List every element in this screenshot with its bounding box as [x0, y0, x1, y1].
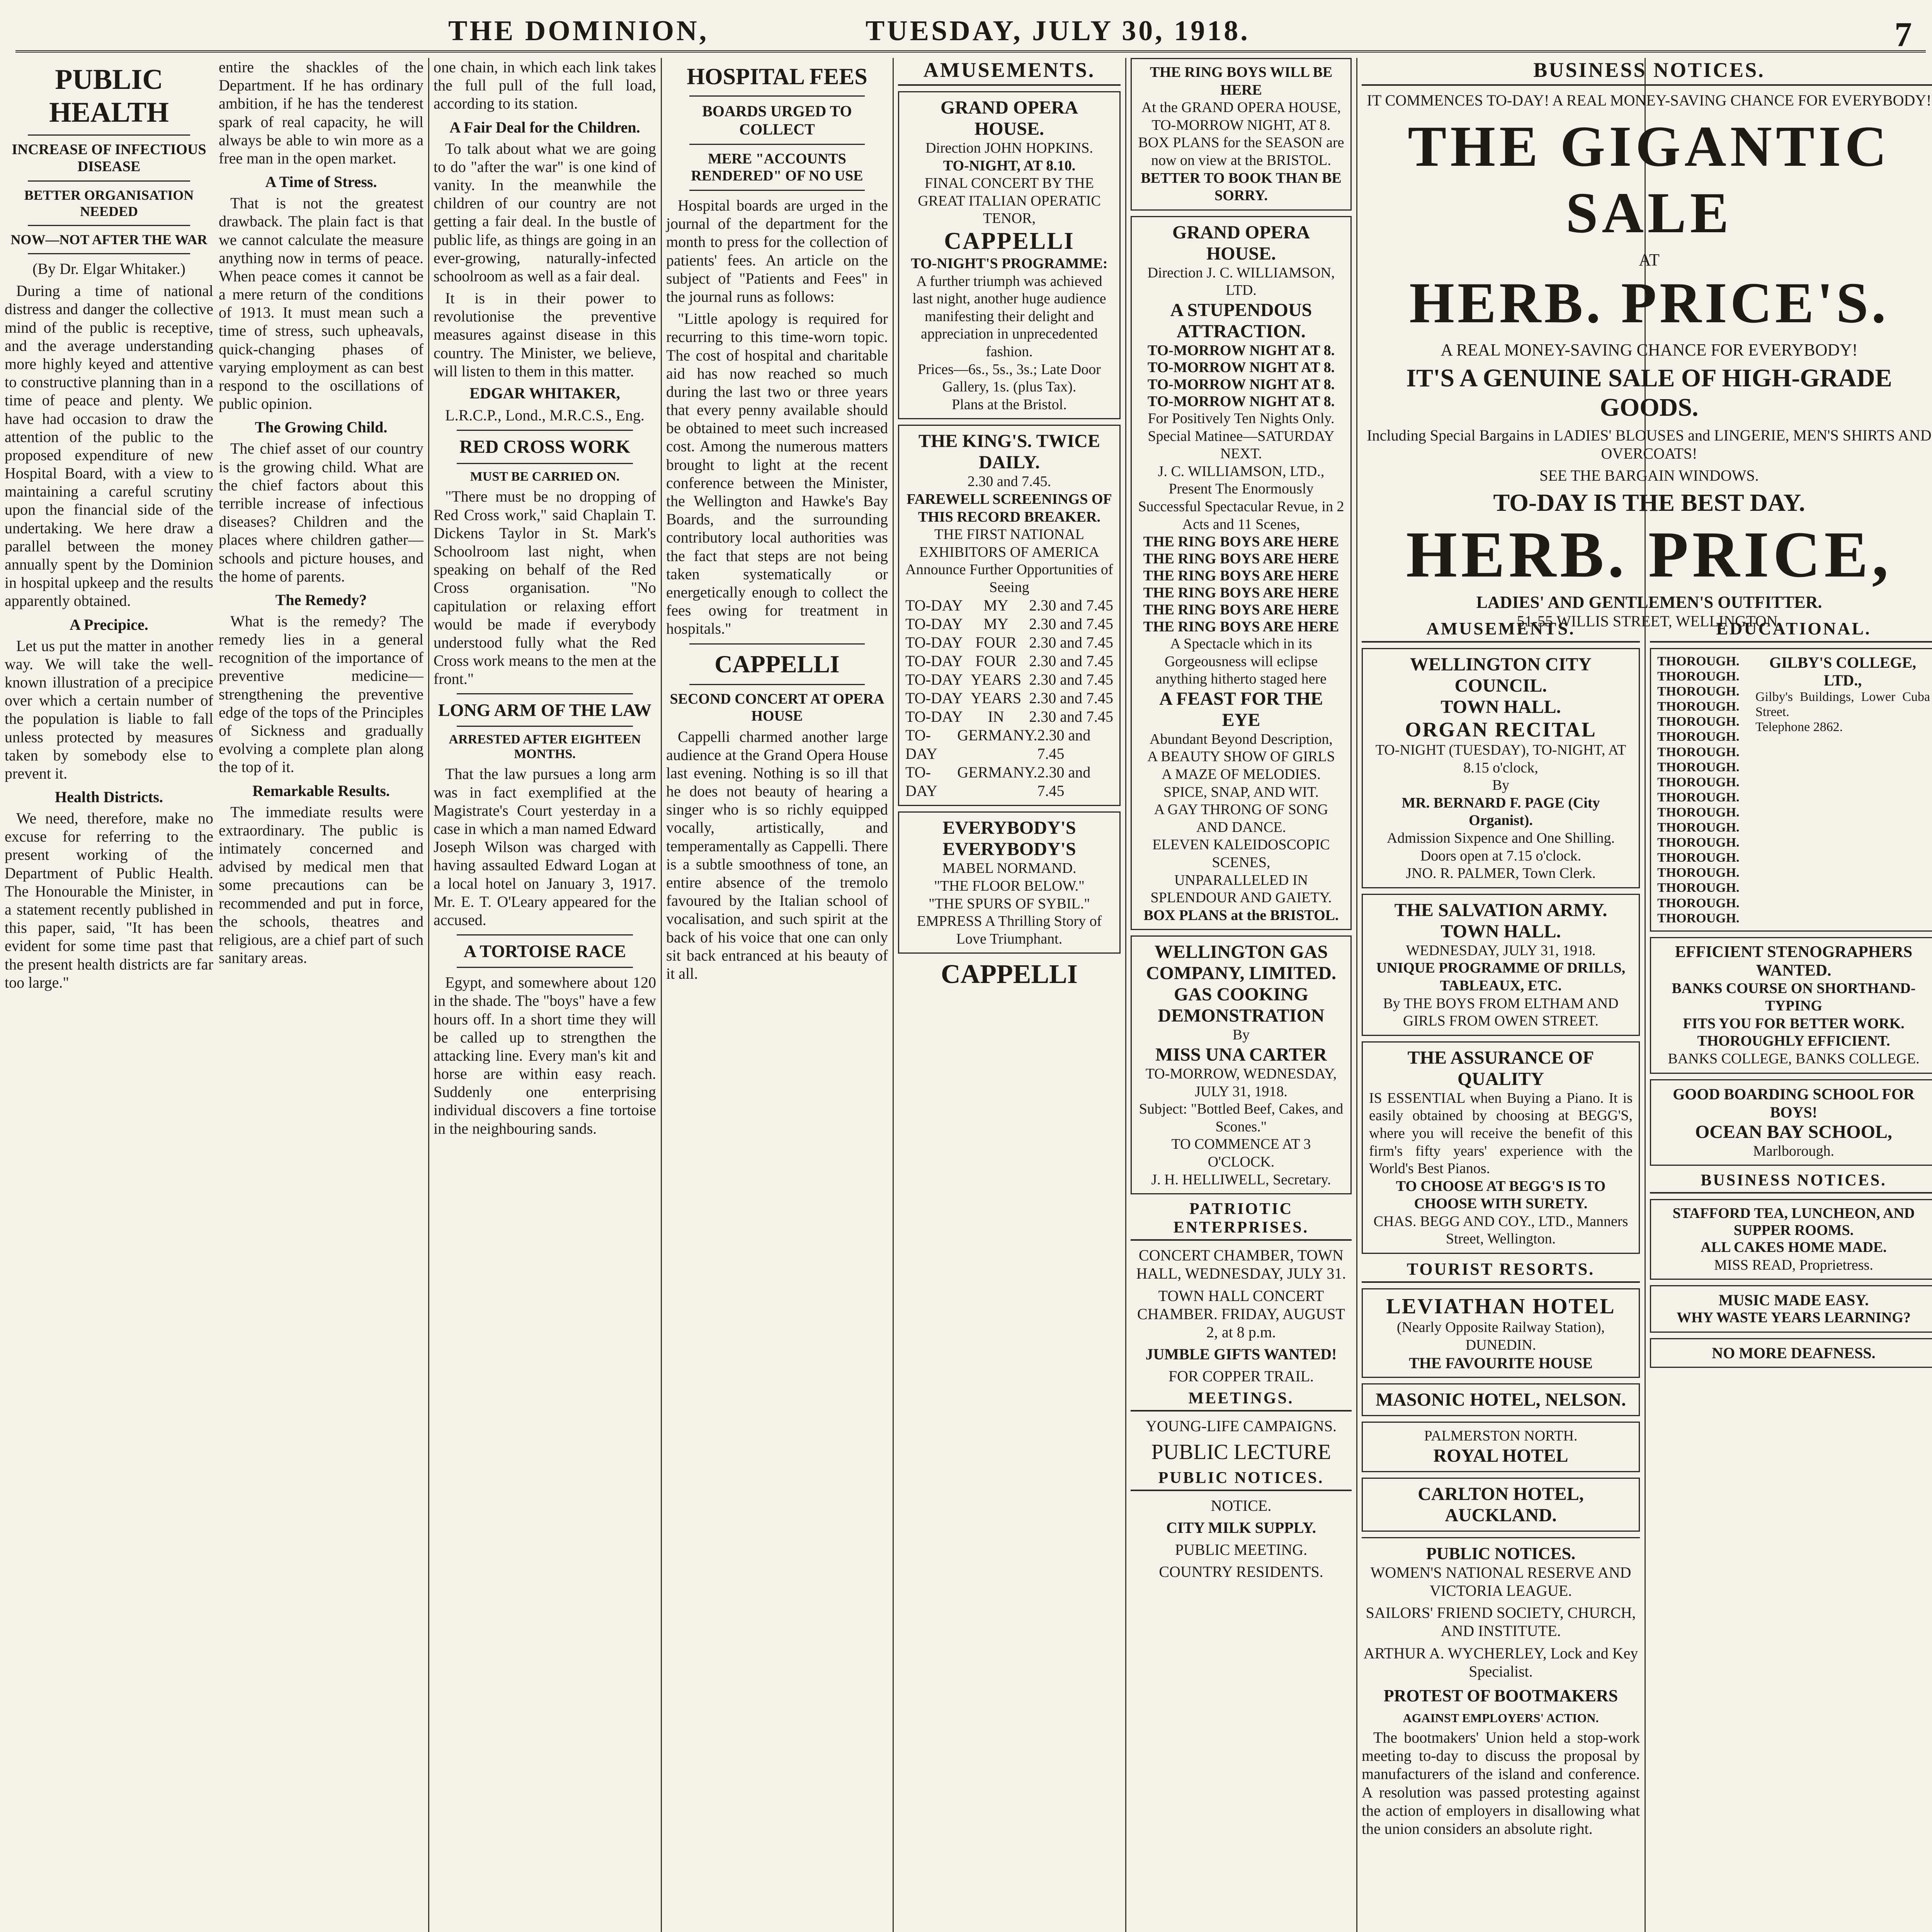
schedule-who: YEARS — [971, 671, 1022, 689]
schedule-row — [905, 652, 1113, 670]
film-title: "THE SPURS OF SYBIL." — [929, 895, 1090, 912]
ad-headline: A FEAST FOR THE EYE — [1159, 688, 1323, 730]
notice-heading: JUMBLE GIFTS WANTED! — [1145, 1345, 1337, 1363]
schedule-who: IN — [988, 708, 1004, 726]
thorough-item: THOROUGH. — [1657, 850, 1740, 865]
column-divider — [661, 58, 662, 1932]
event-date: TO-MORROW, WEDNESDAY, JULY 31, 1918. — [1145, 1066, 1337, 1100]
section-heading: A Time of Stress. — [265, 173, 377, 191]
ad-text: UNPARALLELED IN SPLENDOUR AND GAIETY. — [1150, 872, 1332, 906]
divider — [28, 180, 190, 182]
signature: EDGAR WHITAKER, — [469, 384, 620, 402]
thorough-item: THOROUGH. — [1657, 805, 1740, 820]
ad-text: FITS YOU FOR BETTER WORK. — [1683, 1015, 1905, 1032]
schedule-day: TO-DAY — [905, 634, 963, 651]
thorough-item: THOROUGH. — [1657, 684, 1740, 699]
schedule-times: 2.30 and 7.45 — [1029, 708, 1113, 726]
grand-opera-house-ad — [898, 91, 1121, 419]
show-date: TO-MORROW NIGHT AT 8. — [1147, 393, 1335, 410]
ring-boys-list — [1138, 533, 1344, 635]
show-time: TO-NIGHT, AT 8.10. — [943, 157, 1076, 174]
column-7 — [1362, 618, 1640, 1932]
ad-text: By — [1492, 777, 1510, 794]
article-paragraph: The chief asset of our country is the growing child. What are the chief factors about this terrible increase of infectious diseases? Children and the places where children gather—schools and picture houses, and the home of parents. — [219, 440, 423, 585]
schedule-who: FOUR — [975, 634, 1017, 651]
divider — [28, 225, 190, 226]
article-subheading: ARRESTED AFTER EIGHTEEN MONTHS. — [449, 732, 641, 762]
ad-text: IT COMMENCES TO-DAY! A REAL MONEY-SAVING CHANCE FOR EVERYBODY! — [1367, 92, 1932, 109]
notice-heading: SAILORS' FRIEND SOCIETY, CHURCH, AND INSTITUTE. — [1366, 1604, 1636, 1640]
article-subheading: NOW—NOT AFTER THE WAR — [10, 232, 207, 247]
thorough-item: THOROUGH. — [1657, 820, 1740, 835]
proprietor: MISS READ, Proprietress. — [1714, 1257, 1873, 1273]
schedule-day: TO-DAY — [905, 597, 963, 614]
article-title: PUBLIC HEALTH — [49, 64, 169, 128]
hotel-ad — [1362, 1288, 1640, 1378]
schedule-row — [905, 707, 1113, 726]
ad-headline: TO-DAY IS THE BEST DAY. — [1493, 489, 1805, 516]
direction: Direction J. C. WILLIAMSON, LTD. — [1147, 264, 1335, 299]
article-subheading: SECOND CONCERT AT OPERA HOUSE — [670, 690, 884, 724]
byline: (By Dr. Elgar Whitaker.) — [32, 260, 185, 277]
schedule-times: 2.30 and 7.45 — [1037, 764, 1091, 800]
direction: Direction JOHN HOPKINS. — [925, 140, 1093, 156]
article-subheading: BETTER ORGANISATION NEEDED — [24, 187, 194, 219]
college-address: Gilby's Buildings, Lower Cuba Street. — [1755, 690, 1930, 719]
schedule-day: TO-DAY — [905, 689, 963, 707]
ad-headline: MUSIC MADE EASY. — [1718, 1291, 1869, 1309]
section-header: TOURIST RESORTS. — [1362, 1259, 1640, 1283]
article-title: HOSPITAL FEES — [687, 64, 867, 89]
section-header: AMUSEMENTS. — [898, 58, 1121, 86]
article-subheading: MUST BE CARRIED ON. — [470, 469, 620, 484]
thorough-item: THOROUGH. — [1657, 760, 1740, 774]
article-paragraph: We need, therefore, make no excuse for referring to the present working of the Department of Public Health. The Honourable the Minister, in a statement recently published in this paper, said, "It has been evident for some time past that the present health districts are far too large." — [5, 810, 213, 991]
notice-heading: PUBLIC MEETING. — [1175, 1541, 1308, 1559]
divider — [457, 463, 633, 464]
divider — [457, 726, 633, 727]
schedule-row — [905, 633, 1113, 652]
gas-company-ad — [1131, 935, 1352, 1194]
show-dates — [1138, 342, 1344, 410]
venue-name: THE KING'S. TWICE DAILY. — [918, 431, 1100, 473]
schedule-day: TO-DAY — [905, 671, 963, 689]
section-header: BUSINESS NOTICES. — [1650, 1171, 1932, 1194]
ad-text: SPICE, SNAP, AND WIT. — [1163, 784, 1319, 800]
section-heading: The Remedy? — [275, 591, 367, 609]
ad-text: J. C. WILLIAMSON, LTD., Present The Enormously Successful Spectacular Revue, in 2 Acts and 11 Scenes, — [1138, 463, 1344, 532]
notice-heading: ARTHUR A. WYCHERLEY, Lock and Key Specialist. — [1363, 1644, 1638, 1680]
article-title: CAPPELLI — [714, 650, 840, 678]
ad-text: A further triumph was achieved last night, another huge audience manifesting their delight and appreciation in unprecedented fashion. — [912, 273, 1106, 360]
ad-text: TO COMMENCE AT 3 O'CLOCK. — [1171, 1136, 1311, 1170]
divider — [689, 144, 865, 145]
store-address: 51-55 WILLIS STREET, WELLINGTON. — [1517, 612, 1782, 630]
schedule-row — [905, 726, 1113, 763]
schedule-who: GERMANY. — [957, 726, 1037, 744]
plans: Plans at the Bristol. — [952, 396, 1067, 413]
section-header: PATRIOTIC ENTERPRISES. — [1131, 1200, 1352, 1241]
thorough-item: THOROUGH. — [1657, 745, 1740, 759]
section-header: MEETINGS. — [1131, 1389, 1352, 1412]
column-4 — [666, 58, 888, 1932]
ad-headline: THE ASSURANCE OF QUALITY — [1407, 1047, 1594, 1089]
salvation-army-ad — [1362, 894, 1640, 1036]
ad-headline: ORGAN RECITAL — [1405, 718, 1597, 741]
thorough-item: THOROUGH. — [1657, 714, 1740, 729]
thorough-item: THOROUGH. — [1657, 881, 1740, 895]
thorough-list — [1657, 654, 1750, 926]
article-title: PROTEST OF BOOTMAKERS — [1383, 1686, 1618, 1705]
notice-heading: CITY MILK SUPPLY. — [1166, 1519, 1316, 1536]
venue-name: GRAND OPERA HOUSE. — [1172, 222, 1310, 264]
notice-heading: YOUNG-LIFE CAMPAIGNS. — [1145, 1417, 1337, 1435]
article-paragraph: It is in their power to revolutionise the preventive measures against disease in this country. The Minister, we believe, will listen to them in this matter. — [434, 289, 656, 380]
signature: JNO. R. PALMER, Town Clerk. — [1406, 865, 1596, 882]
divider — [457, 430, 633, 431]
article-paragraph: That is not the greatest drawback. The plain fact is that we cannot calculate the measure anything now in terms of peace. When peace comes it cannot be a mere return of the conditions of 1913. It must mean such a time of stress, such upheavals, quick-changing phases of varying employment as can best respond to the oscillations of public opinion. — [219, 194, 423, 413]
schedule-who: GERMANY. — [957, 764, 1037, 781]
ring-boys-ad — [1131, 58, 1352, 211]
notice-heading: PUBLIC LECTURE — [1151, 1440, 1331, 1464]
schedule-times: 2.30 and 7.45 — [1029, 689, 1113, 707]
divider — [689, 95, 865, 97]
ad-text: J. H. HELLIWELL, Secretary. — [1151, 1171, 1331, 1188]
thorough-item: THOROUGH. — [1657, 699, 1740, 714]
column-educational — [1650, 618, 1932, 1932]
ad-text: THE FAVOURITE HOUSE — [1409, 1354, 1593, 1372]
thorough-item: THOROUGH. — [1657, 866, 1740, 880]
ad-text: FINAL CONCERT BY THE GREAT ITALIAN OPERATIC TENOR, — [918, 175, 1101, 227]
column-divider — [1356, 58, 1357, 1932]
ad-text: By THE BOYS FROM ELTHAM AND GIRLS FROM OWEN STREET. — [1383, 995, 1619, 1029]
show-date: TO-MORROW NIGHT AT 8. — [1147, 359, 1335, 376]
hotel-location: (Nearly Opposite Railway Station), DUNEDIN. — [1396, 1319, 1605, 1353]
banks-college-ad — [1650, 937, 1932, 1074]
venue-name: TOWN HALL. — [1440, 921, 1561, 942]
grand-opera-house-ad — [1131, 216, 1352, 930]
ad-headline: GAS COOKING DEMONSTRATION — [1158, 984, 1325, 1026]
ad-text: TO CHOOSE AT BEGG'S IS TO CHOOSE WITH SURETY. — [1396, 1178, 1606, 1212]
article-paragraph: To talk about what we are going to do "after the war" is one kind of vanity. In the meanwhile the children of our country are not getting a fair deal. In the bustle of public life, as things are going in an ever-growing, naturally-infected schoolroom as well as a fair deal. — [434, 139, 656, 285]
article-subheading: MERE "ACCOUNTS RENDERED" OF NO USE — [691, 151, 863, 184]
deafness-ad — [1650, 1338, 1932, 1368]
ad-text: A GAY THRONG OF SONG AND DANCE. — [1154, 801, 1328, 835]
schedule-times: 2.30 and 7.45 — [1029, 652, 1113, 670]
section-header: AMUSEMENTS. — [1362, 618, 1640, 643]
ad-text: For Positively Ten Nights Only. — [1148, 410, 1335, 427]
column-amusements — [898, 58, 1121, 1932]
ad-text: Abundant Beyond Description, — [1150, 731, 1333, 747]
ad-text: At the GRAND OPERA HOUSE, — [1141, 99, 1341, 116]
venue-name: EVERYBODY'S EVERYBODY'S — [942, 818, 1076, 860]
thorough-item: THOROUGH. — [1657, 730, 1740, 744]
section-header: PUBLIC NOTICES. — [1131, 1469, 1352, 1491]
ad-headline: NO MORE DEAFNESS. — [1712, 1344, 1876, 1362]
thorough-item: THOROUGH. — [1657, 896, 1740, 910]
ad-headline: A STUPENDOUS ATTRACTION. — [1170, 299, 1312, 342]
hotel-ad — [1362, 1478, 1640, 1532]
hotel-name: ROYAL HOTEL — [1433, 1445, 1568, 1466]
divider — [457, 967, 633, 968]
ad-headline: IT'S A GENUINE SALE OF HIGH-GRADE GOODS. — [1406, 364, 1892, 422]
stafford-ad — [1650, 1199, 1932, 1280]
ad-text: Special Matinee—SATURDAY NEXT. — [1148, 428, 1335, 462]
school-location: Marlborough. — [1753, 1143, 1835, 1159]
ad-text: Subject: "Bottled Beef, Cakes, and Scones." — [1139, 1101, 1344, 1135]
ring-boys-line: THE RING BOYS ARE HERE — [1143, 602, 1339, 618]
divider — [689, 684, 865, 685]
thorough-item: THOROUGH. — [1657, 911, 1740, 925]
article-title: CAPPELLI — [941, 959, 1078, 990]
divider — [689, 190, 865, 191]
ad-text: SEE THE BARGAIN WINDOWS. — [1539, 467, 1759, 484]
article-subheading: BOARDS URGED TO COLLECT — [702, 102, 852, 138]
schedule-times: 2.30 and 7.45 — [1029, 597, 1113, 614]
hotel-name: LEVIATHAN HOTEL — [1386, 1294, 1616, 1319]
thorough-item: THOROUGH. — [1657, 775, 1740, 789]
article-paragraph: one chain, in which each link takes the full pull of the full load, according to its station. — [434, 58, 656, 112]
programme-heading: TO-NIGHT'S PROGRAMME: — [911, 255, 1108, 272]
ring-boys-line: THE RING BOYS ARE HERE — [1143, 568, 1339, 584]
ring-boys-line: THE RING BOYS ARE HERE — [1143, 534, 1339, 550]
section-header: PUBLIC NOTICES. — [1426, 1544, 1576, 1563]
column-public-health — [5, 58, 213, 1932]
begg-piano-ad — [1362, 1041, 1640, 1254]
ad-text: A REAL MONEY-SAVING CHANCE FOR EVERYBODY! — [1440, 340, 1858, 359]
organisation: WELLINGTON CITY COUNCIL. — [1410, 654, 1592, 696]
divider — [28, 253, 190, 254]
college-name: BANKS COLLEGE, BANKS COLLEGE. — [1668, 1051, 1920, 1067]
company-name: CHAS. BEGG AND COY., LTD., Manners Street, Wellington. — [1373, 1213, 1628, 1247]
venue-name: TOWN HALL. — [1440, 697, 1561, 717]
ad-text: BOX PLANS for the SEASON are now on view at the BRISTOL. — [1138, 134, 1344, 168]
ad-text: FAREWELL SCREENINGS OF THIS RECORD BREAKER. — [906, 491, 1112, 525]
screening-schedule — [905, 596, 1113, 800]
ad-text: Including Special Bargains in LADIES' BLOUSES and LINGERIE, MEN'S SHIRTS AND OVERCOATS! — [1367, 427, 1932, 462]
section-heading: Remarkable Results. — [252, 782, 390, 799]
divider — [28, 134, 190, 136]
ring-boys-line: THE RING BOYS ARE HERE — [1143, 585, 1339, 601]
schedule-row — [905, 596, 1113, 615]
notice-heading: CONCERT CHAMBER, TOWN HALL, WEDNESDAY, JULY 31. — [1136, 1247, 1346, 1282]
ad-text: A BEAUTY SHOW OF GIRLS — [1147, 748, 1335, 765]
kings-theatre-ad — [898, 425, 1121, 806]
ad-text: By — [1232, 1027, 1250, 1043]
section-header: BUSINESS NOTICES. — [1362, 58, 1932, 86]
schedule-row — [905, 670, 1113, 689]
schedule-day: TO-DAY — [905, 708, 963, 726]
ring-boys-line: THE RING BOYS ARE HERE — [1143, 619, 1339, 635]
schedule-row — [905, 689, 1113, 707]
article-paragraph: Hospital boards are urged in the journal of the department for the month to press for the collection of patients' fees. An article on the subject of "Patients and Fees" in the journal runs as follows: — [666, 197, 888, 305]
page-number: 7 — [1895, 15, 1914, 54]
thorough-item: THOROUGH. — [1657, 669, 1740, 684]
section-header: EDUCATIONAL. — [1650, 618, 1932, 643]
schedule-day: TO-DAY — [905, 615, 963, 633]
section-heading: The Growing Child. — [255, 418, 388, 436]
masthead — [15, 8, 1926, 53]
article-paragraph: entire the shackles of the Department. If he has ordinary ambition, if he has the tenderest spark of real capacity, he will always be able to win more as a free man in the open market. — [219, 58, 423, 167]
article-paragraph: That the law pursues a long arm was in fact exemplified at the Magistrate's Court yesterday in a case in which a man named Edward Joseph Wilson was charged with having assaulted Edward Logan at a local hotel on January 3, 1917. Mr. E. T. O'Leary appeared for the accused. — [434, 765, 656, 929]
column-2 — [219, 58, 423, 1932]
ocean-bay-ad — [1650, 1079, 1932, 1166]
column-divider — [428, 58, 429, 1932]
credentials: L.R.C.P., Lond., M.R.C.S., Eng. — [445, 406, 645, 424]
schedule-times: 2.30 and 7.45 — [1029, 634, 1113, 651]
event-time: TO-NIGHT (TUESDAY), TO-NIGHT, AT 8.15 o'clock, — [1375, 742, 1626, 776]
schedule-times: 2.30 and 7.45 — [1029, 615, 1113, 633]
ad-text: THE FIRST NATIONAL EXHIBITORS OF AMERICA — [919, 526, 1099, 560]
store-name: HERB. PRICE, — [1406, 518, 1893, 591]
performer: MR. BERNARD F. PAGE (City Organist). — [1401, 794, 1600, 829]
ad-text: THOROUGHLY EFFICIENT. — [1697, 1033, 1890, 1049]
article-paragraph: The immediate results were extraordinary. The public is intimately concerned and advised by medical men that some precautions can be recommended and put in force, the schools, theatres and religious, are a chief part of such sanitary areas. — [219, 803, 423, 967]
schedule-day: TO-DAY — [905, 652, 963, 670]
article-paragraph: Let us put the matter in another way. We will take the well-known illustration of a precipice over which a certain number of the population is liable to fall unless protected by measures taken by somebody else to prevent it. — [5, 637, 213, 782]
store-name: HERB. PRICE'S. — [1409, 271, 1889, 335]
ad-text: ALL CAKES HOME MADE. — [1701, 1239, 1887, 1256]
thorough-item: THOROUGH. — [1657, 790, 1740, 804]
telephone: Telephone 2862. — [1755, 720, 1843, 735]
ad-text: A MAZE OF MELODIES. — [1162, 766, 1321, 783]
ad-text: Announce Further Opportunities of Seeing — [905, 561, 1113, 595]
article-subheading: AGAINST EMPLOYERS' ACTION. — [1403, 1711, 1599, 1725]
school-name: OCEAN BAY SCHOOL, — [1695, 1121, 1892, 1142]
organisation: THE SALVATION ARMY. — [1394, 900, 1607, 920]
article-paragraph: "There must be no dropping of Red Cross work," said Chaplain T. Dickens Taylor in St. Mark's Schoolroom last night, when speaking on behalf of the Red Cross organisation. "No capitulation or relaxing effort would be made if everybody understood fully what the Red Cross work means to the men at the front." — [434, 488, 656, 688]
ad-text: LADIES' AND GENTLEMEN'S OUTFITTER. — [1476, 593, 1822, 612]
article-paragraph: "Little apology is required for recurring to this time-worn topic. The cost of hospital and charitable aid has now reached so much during the last two or three years that every penny available should be obtained to meet such increased cost. Among the numerous matters brought to light at the recent conference between the Minister, the Wellington and Hawke's Bay Boards, and the surrounding contributory local authorities was the fact that steps are not being taken systematically or energetically enough to collect the fees owing for treatment in hospitals." — [666, 310, 888, 638]
column-divider — [893, 58, 894, 1932]
hotel-name: MASONIC HOTEL, NELSON. — [1375, 1389, 1626, 1410]
schedule-day: TO-DAY — [905, 764, 937, 800]
ad-text: AT — [1639, 250, 1660, 269]
hotel-name: CARLTON HOTEL, AUCKLAND. — [1418, 1483, 1584, 1526]
thorough-item: THOROUGH. — [1657, 654, 1740, 668]
ad-headline: STAFFORD TEA, LUNCHEON, AND SUPPER ROOMS. — [1672, 1205, 1915, 1239]
everybodys-ad — [898, 811, 1121, 954]
demonstrator: MISS UNA CARTER — [1155, 1044, 1327, 1065]
schedule-times: 2.30 and 7.45 — [1029, 671, 1113, 689]
ad-text: BETTER TO BOOK THAN BE SORRY. — [1141, 170, 1342, 204]
show-date: TO-MORROW NIGHT AT 8. — [1147, 376, 1335, 393]
divider — [457, 693, 633, 694]
admission: Admission Sixpence and One Shilling. Doors open at 7.15 o'clock. — [1386, 830, 1615, 864]
schedule-who: YEARS — [971, 689, 1022, 707]
gilby-details — [1755, 654, 1930, 926]
article-paragraph: Cappelli charmed another large audience at the Grand Opera House last evening. Nothing is so ill that he does not beauty of hearing a singer who is so richly equipped vocally, artistically, and temperamentally as Cappelli. There is a subtle smoothness of tone, an entire absence of the tremolo favoured by the Italian school of vocalisation, and such spirit at the back of his voice that one can only sit back entranced at his beauty of it all. — [666, 728, 888, 982]
gilby-college-ad — [1650, 648, 1932, 932]
music-ad — [1650, 1285, 1932, 1333]
article-paragraph: The bootmakers' Union held a stop-work meeting to-day to discuss the proposal by manufacturers of the island and conference. A resolution was passed protesting against the action of employers in disallowing what the union considers an absolute right. — [1362, 1728, 1640, 1837]
schedule-day: TO-DAY — [905, 726, 937, 763]
ad-headline: UNIQUE PROGRAMME OF DRILLS, TABLEAUX, ETC. — [1376, 960, 1626, 994]
ad-text: ELEVEN KALEIDOSCOPIC SCENES, — [1152, 837, 1330, 871]
film-title: "THE FLOOR BELOW." — [934, 878, 1085, 895]
article-paragraph: During a time of national distress and danger the collective mind of the public is receptive, and the average understanding more highly keyed and attentive to constructive planning than in a time of peace and plenty. We have had occasion to draw the attention of the public to the proposed expenditure of new Hospital Board, with a view to maintaining a careful scrutiny upon the financial side of the undertaking. We here draw a parallel between the money annually spent by the Dominion in hospital upkeep and the results apparently obtained. — [5, 282, 213, 610]
ad-text: IS ESSENTIAL when Buying a Piano. It is easily obtained by choosing at BEGG'S, where you will receive the benefit of this firm's fifty years' experience with the World's Best Pianos. — [1369, 1090, 1633, 1177]
hotel-location: PALMERSTON NORTH. — [1424, 1428, 1578, 1444]
hotel-ad — [1362, 1422, 1640, 1472]
newspaper-title: THE DOMINION, — [448, 15, 709, 47]
college-name: GILBY'S COLLEGE, LTD., — [1769, 654, 1917, 689]
schedule-who: MY — [983, 615, 1009, 633]
show-date: TO-MORROW NIGHT AT 8. — [1147, 342, 1335, 359]
ad-headline: EFFICIENT STENOGRAPHERS WANTED. — [1675, 943, 1913, 980]
ad-headline: GOOD BOARDING SCHOOL FOR BOYS! — [1673, 1085, 1915, 1121]
prices: Prices—6s., 5s., 3s.; Late Door Gallery, 1s. (plus Tax). — [918, 361, 1101, 395]
issue-date: TUESDAY, JULY 30, 1918. — [866, 15, 1250, 47]
notice-heading: TOWN HALL CONCERT CHAMBER. FRIDAY, AUGUST 2, at 8 p.m. — [1137, 1287, 1345, 1341]
ad-text: WHY WASTE YEARS LEARNING? — [1677, 1310, 1911, 1326]
ad-text: BOX PLANS at the BRISTOL. — [1143, 907, 1339, 923]
ring-boys-line: THE RING BOYS ARE HERE — [1143, 551, 1339, 567]
company-name: WELLINGTON GAS COMPANY, LIMITED. — [1146, 942, 1337, 984]
schedule-row — [905, 615, 1113, 633]
star-name: MABEL NORMAND. — [942, 860, 1077, 877]
divider — [689, 643, 865, 645]
hotel-ad — [1362, 1383, 1640, 1416]
section-heading: A Precipice. — [70, 616, 148, 633]
notice-heading: FOR COPPER TRAIL. — [1168, 1367, 1314, 1385]
divider — [457, 934, 633, 935]
section-heading: Health Districts. — [55, 788, 163, 806]
ad-text: BANKS COURSE ON SHORTHAND-TYPING — [1672, 980, 1916, 1014]
notice-heading: NOTICE. — [1211, 1497, 1272, 1514]
column-6 — [1131, 58, 1352, 1932]
organ-recital-ad — [1362, 648, 1640, 888]
schedule-row — [905, 763, 1113, 800]
divider — [1362, 1537, 1640, 1538]
article-title: A TORTOISE RACE — [463, 941, 626, 961]
section-heading: A Fair Deal for the Children. — [449, 118, 640, 136]
ad-text: A Spectacle which in its Gorgeousness will eclipse anything hitherto staged here — [1155, 636, 1327, 687]
show-times: 2.30 and 7.45. — [967, 473, 1051, 490]
star-name: CAPPELLI — [944, 228, 1075, 254]
schedule-who: MY — [983, 597, 1009, 614]
notice-heading: COUNTRY RESIDENTS. — [1159, 1563, 1323, 1581]
thorough-item: THOROUGH. — [1657, 835, 1740, 850]
article-paragraph: What is the remedy? The remedy lies in a general recognition of the importance of preventive medicine—strengthening the preventive edge of the tops of the Principles of Sickness and gradually evolving a complete plan along the top of it. — [219, 612, 423, 776]
notice-heading: WOMEN'S NATIONAL RESERVE AND VICTORIA LEAGUE. — [1370, 1563, 1631, 1600]
schedule-times: 2.30 and 7.45 — [1037, 726, 1091, 763]
column-divider — [1125, 58, 1126, 1932]
ad-text: TO-MORROW NIGHT, AT 8. — [1151, 117, 1331, 133]
article-paragraph: Egypt, and somewhere about 120 in the shade. The "boys" have a few hours off. In a short time they will be called up to strengthen the attacking line. Every man's kit and horse are within easy reach. Suddenly one enterprising individual discovers a fine tortoise in the neighbouring sands. — [434, 974, 656, 1137]
event-date: WEDNESDAY, JULY 31, 1918. — [1406, 942, 1596, 959]
article-title: RED CROSS WORK — [459, 437, 630, 457]
article-subheading: INCREASE OF INFECTIOUS DISEASE — [12, 141, 206, 175]
article-title: LONG ARM OF THE LAW — [438, 700, 652, 720]
ad-text: THE RING BOYS WILL BE HERE — [1150, 64, 1333, 98]
schedule-who: FOUR — [975, 652, 1017, 670]
ad-text: EMPRESS A Thrilling Story of Love Triumphant. — [917, 913, 1102, 947]
gilby-ad-body — [1657, 654, 1930, 926]
venue-name: GRAND OPERA HOUSE. — [940, 97, 1078, 139]
column-3 — [434, 58, 656, 1932]
sale-headline: THE GIGANTIC SALE — [1408, 114, 1891, 245]
